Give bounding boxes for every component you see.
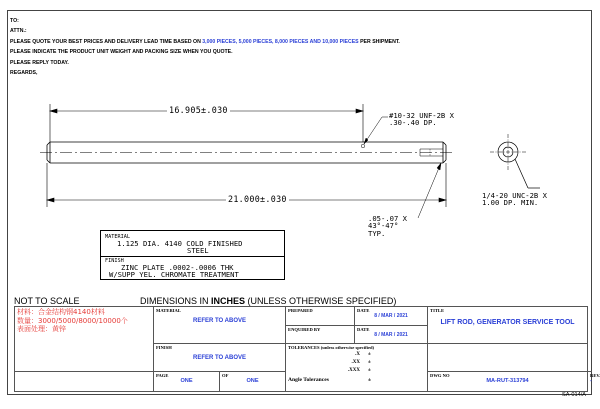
material-note-line2: STEEL	[187, 246, 209, 255]
scale-note: NOT TO SCALE	[14, 296, 80, 306]
tol-xxx-label: .XXX	[347, 368, 361, 373]
side-thread-callout-line2: .30-.40 DP.	[389, 118, 437, 128]
finish-note-line1: ZINC PLATE .0002-.0006 THK	[121, 263, 234, 272]
tolerances-label: TOLERANCES (unless otherwise specified)	[288, 345, 375, 350]
chamfer-callout	[368, 215, 407, 237]
finish-label: FINISH	[156, 345, 172, 350]
material-note-line1: 1.125 DIA. 4140 COLD FINISHED	[117, 239, 243, 248]
page-label: PAGE	[156, 372, 169, 378]
dwg-spacer	[428, 344, 587, 371]
chinese-material-line: 材料：合金结构钢4140材料	[17, 308, 105, 316]
material-note-label: MATERIAL	[105, 234, 130, 240]
title-label: TITLE	[430, 308, 445, 313]
title-block	[14, 306, 600, 392]
enquired-label: ENQUIRED BY	[288, 327, 321, 332]
enquired-cell	[286, 326, 355, 344]
material-cell	[154, 307, 286, 344]
end-view	[490, 134, 540, 188]
chinese-finish-line: 表面处理：黄锌	[17, 325, 66, 334]
units-value: INCHES	[211, 296, 246, 306]
dwg-no-cell	[428, 344, 588, 392]
prepared-date-label: DATE	[357, 308, 370, 313]
tol-x-pm: ±	[368, 352, 371, 357]
page-cell	[154, 371, 220, 391]
quote-prefix: PLEASE QUOTE YOUR BEST PRICES AND DELIVERY LEAD TIME BASED ON	[10, 38, 203, 45]
finish-note-label: FINISH	[105, 258, 124, 264]
end-thread-callout-line1: 1/4-20 UNC-2B X	[482, 191, 547, 200]
angle-tolerance-row	[288, 377, 425, 383]
thread-leader	[364, 117, 388, 144]
tolerance-row-xxx	[288, 368, 425, 373]
end-thread-callout	[482, 192, 547, 207]
tol-x-label: .X	[355, 352, 361, 357]
weight-note-line: PLEASE INDICATE THE PRODUCT UNIT WEIGHT AND PACKING SIZE WHEN YOU QUOTE.	[10, 49, 233, 56]
overall-length-dimension: 21.000±.030	[228, 194, 287, 204]
empty-left-cell	[15, 371, 154, 391]
chamfer-leader	[418, 163, 441, 218]
tol-xx-pm: ±	[368, 360, 371, 365]
angle-tolerance-pm: ±	[368, 377, 372, 383]
reply-line: PLEASE REPLY TODAY.	[10, 59, 69, 66]
regards-line: REGARDS,	[10, 70, 38, 77]
dwg-no-inner	[428, 371, 587, 391]
end-thread-callout-line2: 1.00 DP. MIN.	[482, 198, 539, 208]
tol-xx-label: .XX	[351, 360, 361, 365]
side-thread-callout-line1: #10-32 UNF-2B X	[389, 111, 454, 120]
dwg-no-value: MA-RUT-313794	[486, 378, 529, 384]
enquired-date-cell	[355, 326, 428, 344]
units-prefix: DIMENSIONS IN	[140, 296, 212, 306]
chamfer-angle: 43°-47°	[368, 221, 399, 231]
units-note	[140, 296, 396, 306]
prepared-cell	[286, 307, 355, 326]
tolerance-row-xx	[288, 360, 425, 365]
finish-value: REFER TO ABOVE	[193, 355, 247, 361]
sheet-id: SA-014/A	[562, 392, 586, 398]
quote-suffix: PER SHIPMENT.	[358, 38, 400, 45]
of-cell	[220, 371, 286, 391]
to-line: TO:	[10, 18, 19, 24]
rod-body	[40, 142, 452, 163]
prepared-label: PREPARED	[288, 308, 313, 313]
title-value: LIFT ROD, GENERATOR SERVICE TOOL	[440, 319, 575, 326]
side-thread-callout	[389, 112, 454, 127]
prepared-date-cell	[355, 307, 428, 326]
chinese-notes-cell	[15, 307, 154, 372]
tolerances-cell	[286, 344, 428, 392]
prepared-date-value: 8 / MAR / 2021	[374, 313, 408, 319]
enquired-date-value: 8 / MAR / 2021	[374, 332, 408, 338]
chamfer-size: .05-.07 X	[368, 214, 407, 223]
angle-tolerance-label: Angle Tolerances	[288, 377, 329, 383]
quote-quantities: 3,000 PIECES, 5,000 PIECES, 8,000 PIECES AND 10,000 PIECES	[202, 38, 359, 45]
page-value: ONE	[180, 377, 193, 384]
units-suffix: (UNLESS OTHERWISE SPECIFIED)	[245, 296, 397, 306]
material-finish-note-box	[100, 230, 285, 280]
of-value: ONE	[246, 377, 259, 384]
finish-note-line2: W/SUPP YEL. CHROMATE TREATMENT	[109, 270, 239, 279]
enquired-date-label: DATE	[357, 327, 370, 332]
chinese-quantity-line: 数量：3000/5000/8000/10000个	[17, 316, 128, 325]
rev-inner: REV. -	[588, 371, 592, 391]
chamfer-typ: TYP.	[368, 228, 386, 238]
material-label: MATERIAL	[156, 308, 181, 313]
title-cell	[428, 307, 588, 344]
tolerance-row-x	[288, 352, 425, 357]
attn-line: ATTN.:	[10, 28, 27, 35]
of-label: OF	[222, 372, 229, 378]
finish-cell	[154, 344, 286, 372]
dwg-no-label: DWG NO	[430, 373, 450, 378]
tol-xxx-pm: ±	[368, 368, 371, 373]
note-box-divider	[101, 256, 284, 257]
material-value: REFER TO ABOVE	[193, 318, 247, 324]
overall-thread-dimension: 16.905±.030	[169, 105, 228, 115]
